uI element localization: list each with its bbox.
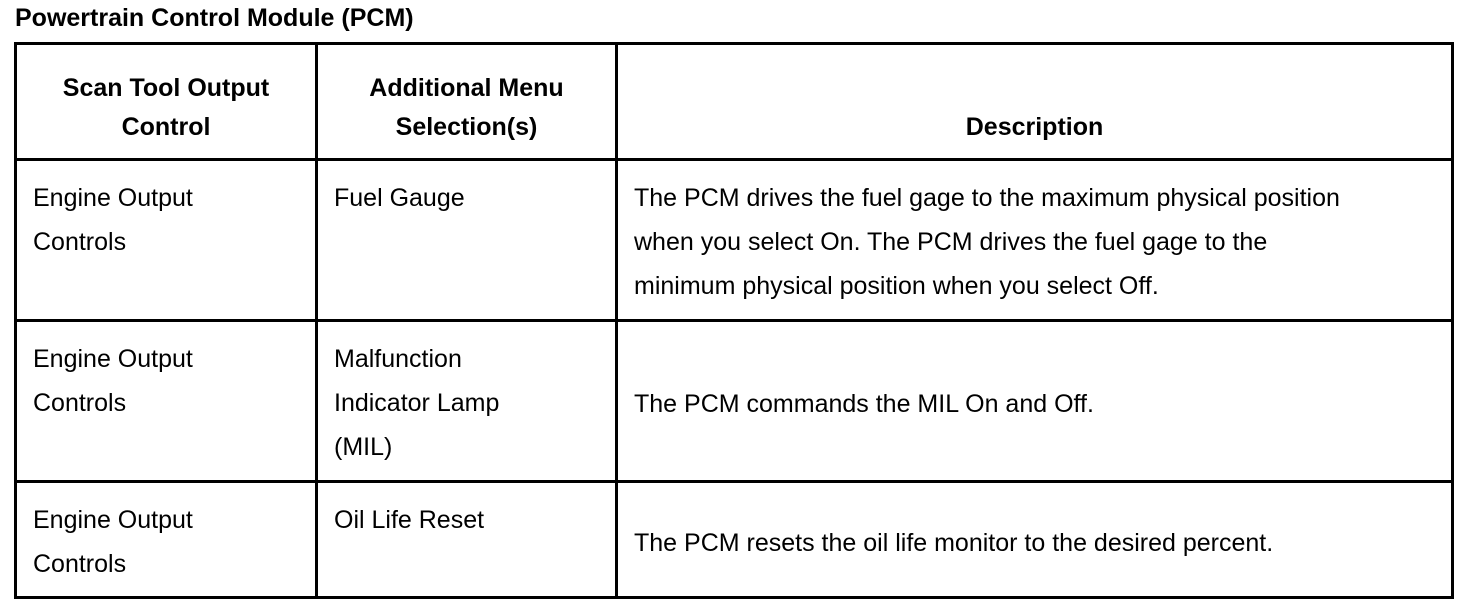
- cell-text: The PCM resets the oil life monitor to the desired percent.: [634, 528, 1274, 557]
- cell-control: [16, 482, 317, 598]
- cell-control: [16, 160, 317, 321]
- table-row: [16, 160, 1453, 321]
- cell-text: Malfunction Indicator Lamp (MIL): [334, 345, 500, 461]
- cell-text: Engine Output Controls: [33, 345, 193, 417]
- cell-text: Engine Output Controls: [33, 184, 193, 256]
- header-label: Scan Tool Output Control: [62, 74, 270, 141]
- table-row: [16, 321, 1453, 482]
- header-scan-tool-output-control: [16, 44, 317, 160]
- cell-selection: [317, 160, 617, 321]
- cell-text: Oil Life Reset: [334, 506, 485, 534]
- header-additional-menu-selections: [317, 44, 617, 160]
- cell-description: [617, 160, 1453, 321]
- table-header-row: [16, 44, 1453, 160]
- cell-control: [16, 321, 317, 482]
- header-label: Additional Menu Selection(s): [369, 74, 564, 141]
- cell-description: [617, 321, 1453, 482]
- cell-text: The PCM commands the MIL On and Off.: [634, 390, 1094, 418]
- page-title: Powertrain Control Module (PCM): [15, 4, 414, 32]
- output-control-table: [14, 42, 1454, 599]
- table-row: [16, 482, 1453, 598]
- cell-selection: [317, 321, 617, 482]
- header-description: [617, 44, 1453, 160]
- cell-text: The PCM drives the fuel gage to the maximum physical position when you select On. The PCM drives the fuel gage to the minimum physical position when you select Off.: [634, 184, 1340, 300]
- cell-selection: [317, 482, 617, 598]
- cell-text: Engine Output Controls: [33, 506, 193, 578]
- cell-description: [617, 482, 1453, 598]
- header-label: Description: [965, 113, 1104, 141]
- cell-text: Fuel Gauge: [334, 184, 465, 212]
